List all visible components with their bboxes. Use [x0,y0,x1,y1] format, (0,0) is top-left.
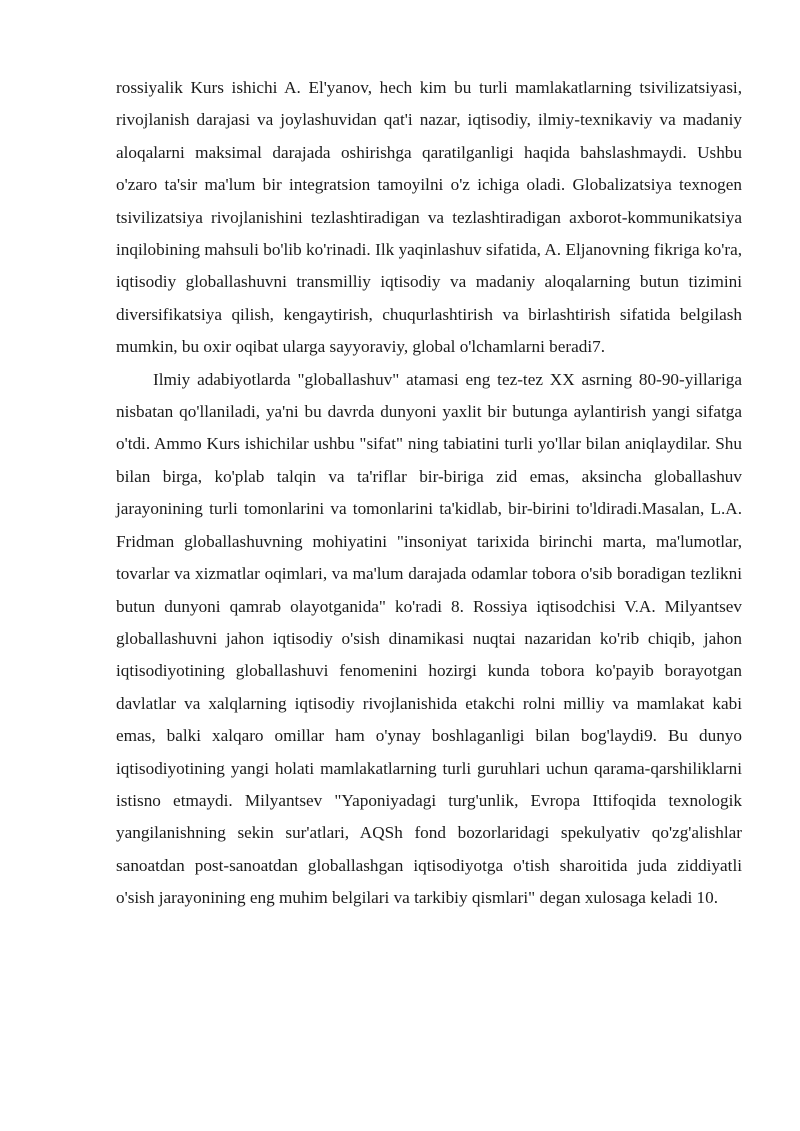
document-body [116,72,742,915]
paragraph-2: Ilmiy adabiyotlarda "globallashuv" atamasi eng tez-tez XX asrning 80-90-yillariga nisbatan qo'llaniladi, ya'ni bu davrda dunyoni yaxlit bir butunga aylantirish yangi sifatga o'tdi. Ammo Kurs ishichilar ushbu "sifat" ning tabiatini turli yo'llar bilan aniqlaydilar. Shu bilan birga, ko'plab talqin va ta'riflar bir-biriga zid emas, aksincha globallashuv jarayonining turli tomonlarini va tomonlarini ta'kidlab, bir-birini to'ldiradi.Masalan, L.A. Fridman globallashuvning mohiyatini "insoniyat tarixida birinchi marta, ma'lumotlar, tovarlar va xizmatlar oqimlari, va ma'lum darajada odamlar tobora o'sib boradigan tezlikni butun dunyoni qamrab olayotganida" ko'radi 8. Rossiya iqtisodchisi V.A. Milyantsev globallashuvni jahon iqtisodiy o'sish dinamikasi nuqtai nazaridan ko'rib chiqib, jahon iqtisodiyotining globallashuvi fenomenini hozirgi kunda tobora ko'payib borayotgan davlatlar va xalqlarning iqtisodiy rivojlanishida etakchi rolni milliy va mamlakat kabi emas, balki xalqaro omillar ham o'ynay boshlaganligi bilan bog'laydi9. Bu dunyo iqtisodiyotining yangi holati mamlakatlarning turli guruhlari uchun qarama-qarshiliklarni istisno etmaydi. Milyantsev "Yaponiyadagi turg'unlik, Evropa Ittifoqida texnologik yangilanishning sekin sur'atlari, AQSh fond bozorlaridagi spekulyativ qo'zg'alishlar sanoatdan post-sanoatdan globallashgan iqtisodiyotga o'tish sharoitida juda ziddiyatli o'sish jarayonining eng muhim belgilari va tarkibiy qismlari" degan xulosaga keladi 10. [116,369,742,908]
paragraph-1: rossiyalik Kurs ishichi A. El'yanov, hech kim bu turli mamlakatlarning tsivilizatsiyasi, rivojlanish darajasi va joylashuvidan qat'i nazar, iqtisodiy, ilmiy-texnikaviy va madaniy aloqalarni maksimal darajada oshirishga qaratilganligi haqida bahslashmaydi. Ushbu o'zaro ta'sir ma'lum bir integratsion tamoyilni o'z ichiga oladi. Globalizatsiya texnogen tsivilizatsiya rivojlanishini tezlashtiradigan va tezlashtiradigan axborot-kommunikatsiya inqilobining mahsuli bo'lib ko'rinadi. Ilk yaqinlashuv sifatida, A. Eljanovning fikriga ko'ra, iqtisodiy globallashuvni transmilliy iqtisodiy va madaniy aloqalarning butun tizimini diversifikatsiya qilish, kengaytirish, chuqurlashtirish va birlashtirish sifatida belgilash mumkin, bu oxir oqibat ularga sayyoraviy, global o'lchamlarni beradi7. [116,78,742,357]
